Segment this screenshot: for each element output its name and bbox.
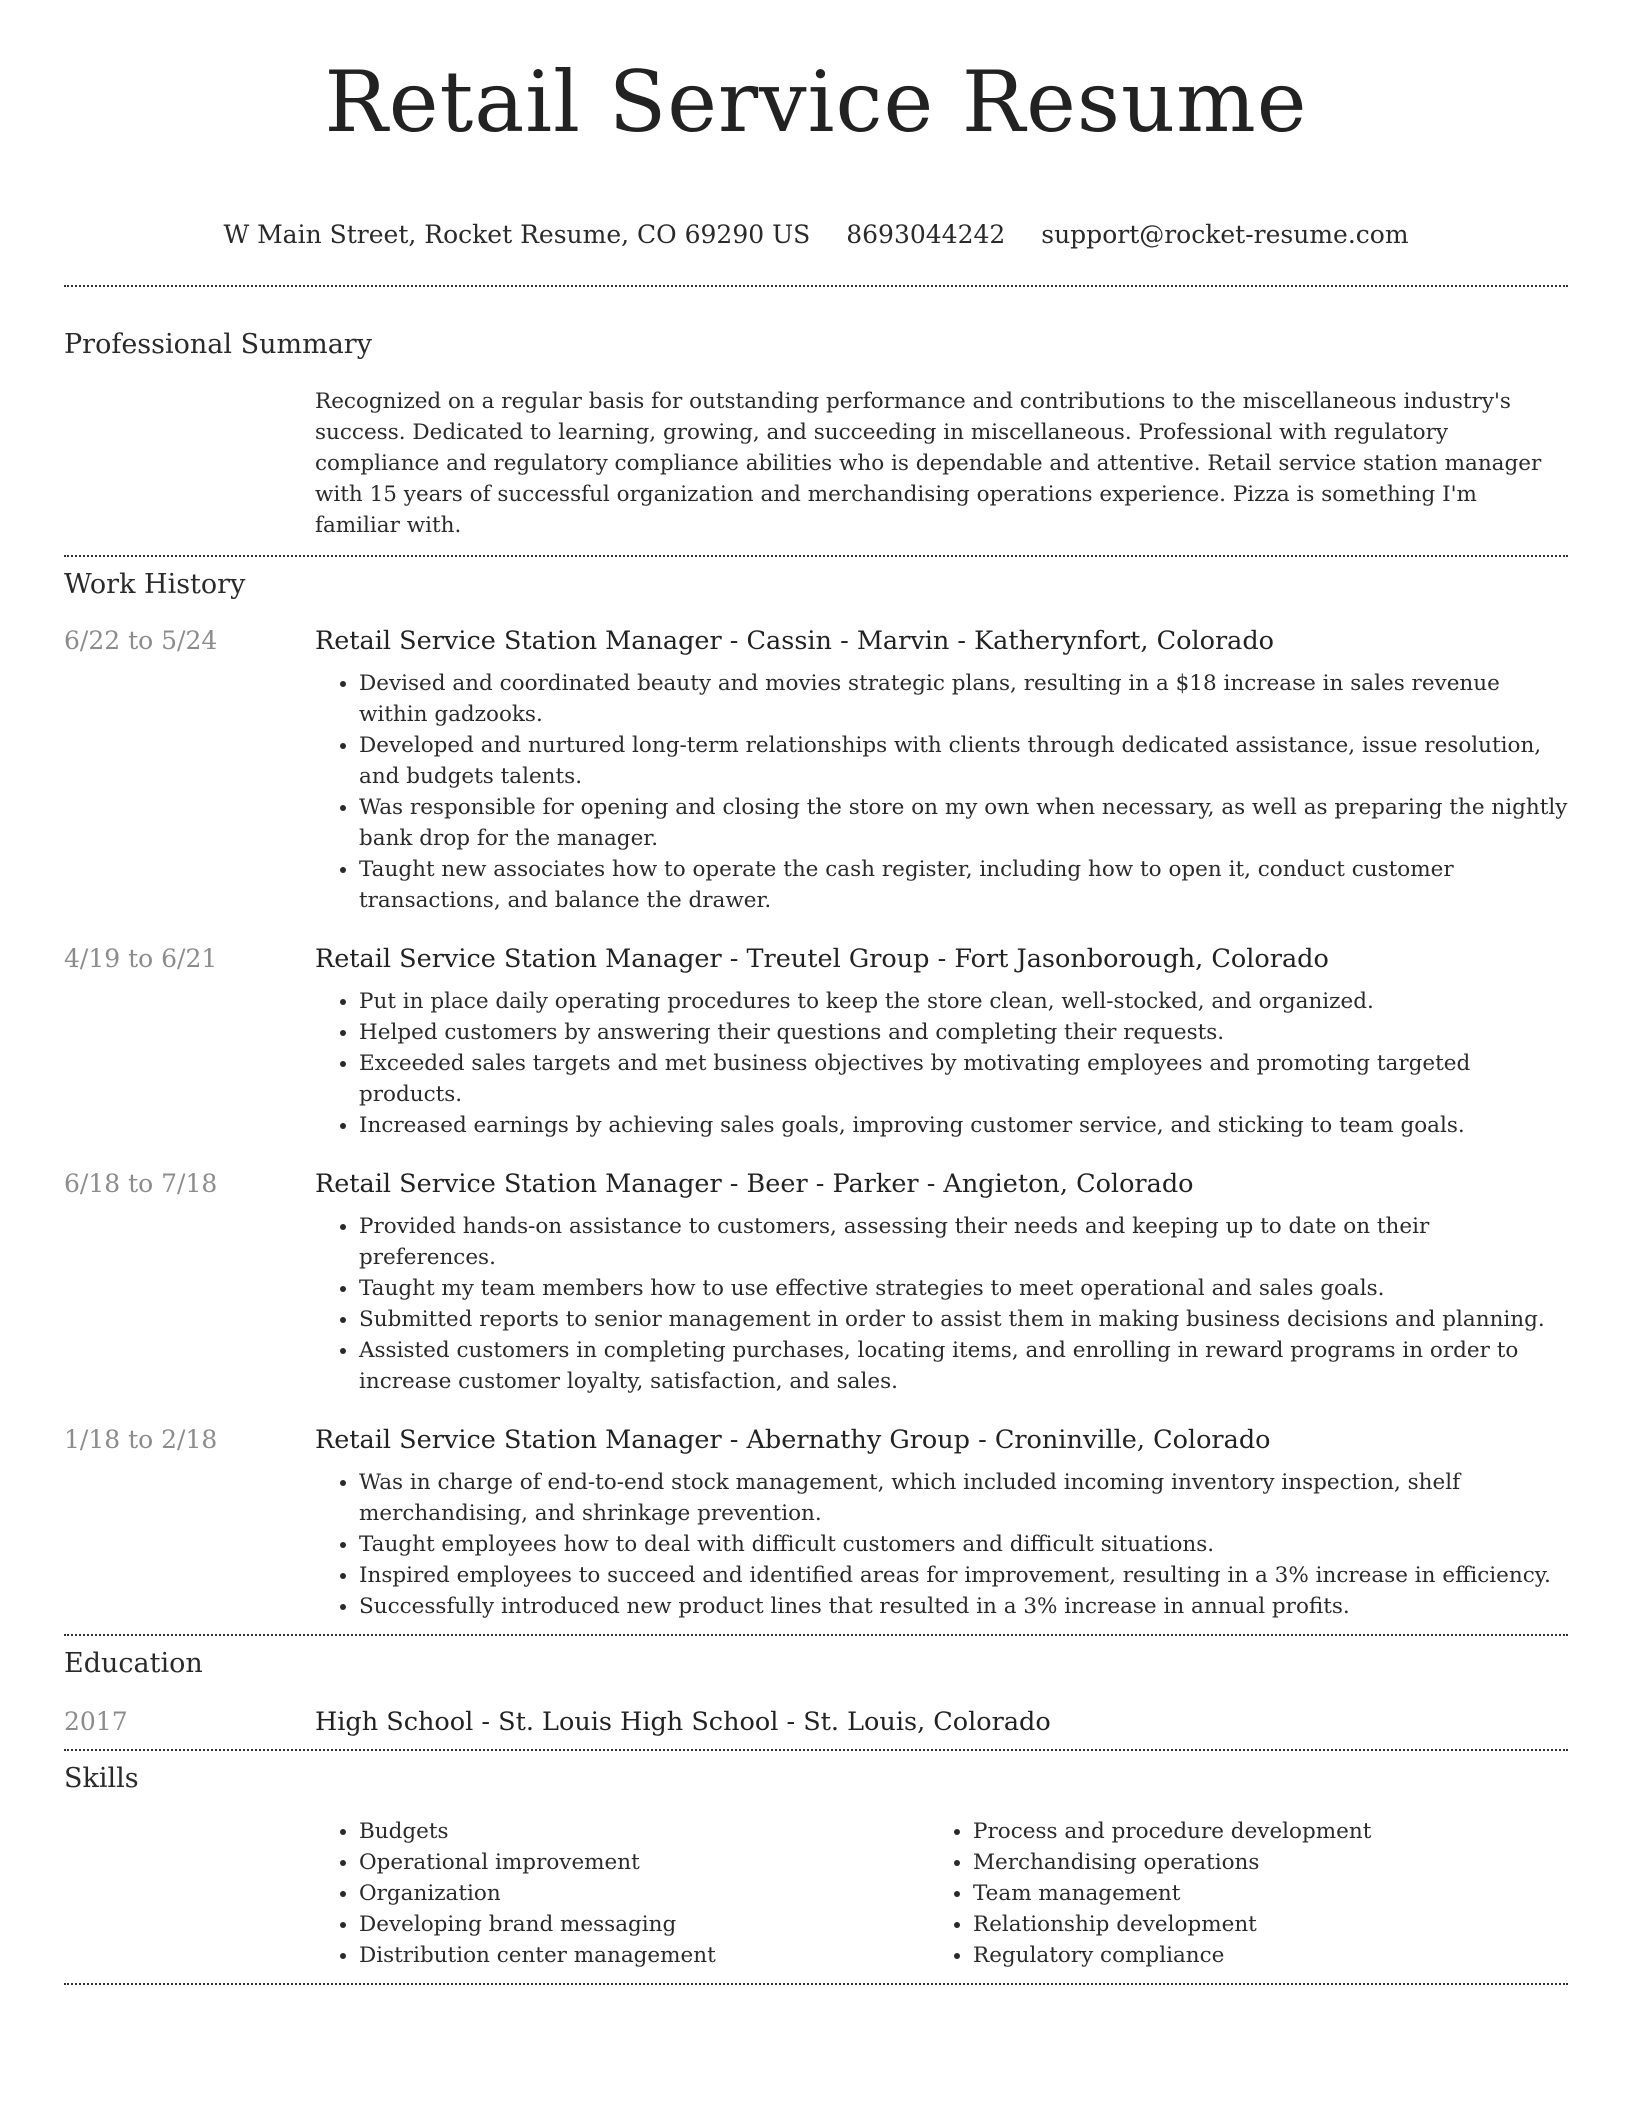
job-bullet: • Exceeded sales targets and met business objectives by motivating employees and promoting targeted products.: [359, 1048, 1568, 1110]
job-bullet: • Taught employees how to deal with difficult customers and difficult situations.: [359, 1529, 1568, 1560]
job-bullet: • Assisted customers in completing purchases, locating items, and enrolling in reward programs in order to increase customer loyalty, satisfaction, and sales.: [359, 1335, 1568, 1397]
job-bullet: • Developed and nurtured long-term relationships with clients through dedicated assistance, issue resolution, and budgets talents.: [359, 730, 1568, 792]
section-title-work-history: Work History: [64, 569, 246, 600]
education-date: 2017: [64, 1707, 128, 1736]
job-bullets: [315, 1467, 1568, 1622]
skill-item: • Operational improvement: [359, 1847, 929, 1878]
skill-item: • Regulatory compliance: [973, 1940, 1543, 1971]
job-bullets: [315, 986, 1568, 1141]
resume-name: Retail Service Resume: [324, 53, 1308, 151]
job-bullet: • Devised and coordinated beauty and movies strategic plans, resulting in a $18 increase in sales revenue within gadzooks.: [359, 668, 1568, 730]
skills-column-left: [315, 1816, 929, 1971]
divider: [64, 1749, 1568, 1751]
contact-address: W Main Street, Rocket Resume, CO 69290 US: [223, 220, 811, 249]
job-bullets: [315, 668, 1568, 916]
job-entry: [64, 624, 1568, 916]
skill-item: • Process and procedure development: [973, 1816, 1543, 1847]
job-bullet: • Helped customers by answering their questions and completing their requests.: [359, 1017, 1568, 1048]
education-entry: [64, 1705, 1568, 1739]
summary-text: Recognized on a regular basis for outstanding performance and contributions to the miscellaneous industry's success. Dedicated to learning, growing, and succeeding in miscellaneous. Professional with regulatory compliance and regulatory compliance abilities who is dependable and attentive. Retail service station manager with 15 years of successful organization and merchandising operations experience. Pizza is something I'm familiar with.: [315, 389, 1542, 538]
job-bullet: • Put in place daily operating procedures to keep the store clean, well-stocked, and organized.: [359, 986, 1568, 1017]
job-title: Retail Service Station Manager - Cassin - Marvin - Katherynfort, Colorado: [315, 626, 1275, 656]
job-bullet: • Taught my team members how to use effective strategies to meet operational and sales goals.: [359, 1273, 1568, 1304]
divider: [64, 1634, 1568, 1636]
divider: [64, 285, 1568, 287]
divider: [64, 555, 1568, 557]
contact-email: support@rocket-resume.com: [1041, 220, 1409, 249]
skill-item: • Organization: [359, 1878, 929, 1909]
job-entry: [64, 1167, 1568, 1397]
skill-item: • Merchandising operations: [973, 1847, 1543, 1878]
education-title: High School - St. Louis High School - St. Louis, Colorado: [315, 1707, 1051, 1737]
contact-phone: 8693044242: [846, 220, 1006, 249]
job-date: 1/18 to 2/18: [64, 1425, 218, 1454]
skill-item: • Developing brand messaging: [359, 1909, 929, 1940]
job-bullet: • Was in charge of end-to-end stock management, which included incoming inventory inspection, shelf merchandising, and shrinkage prevention.: [359, 1467, 1568, 1529]
divider: [64, 1983, 1568, 1985]
job-bullet: • Inspired employees to succeed and identified areas for improvement, resulting in a 3% increase in efficiency.: [359, 1560, 1568, 1591]
job-date: 4/19 to 6/21: [64, 944, 218, 973]
job-title: Retail Service Station Manager - Beer - Parker - Angieton, Colorado: [315, 1169, 1194, 1199]
job-bullet: • Successfully introduced new product lines that resulted in a 3% increase in annual profits.: [359, 1591, 1568, 1622]
section-title-skills: Skills: [64, 1763, 139, 1794]
skill-item: • Relationship development: [973, 1909, 1543, 1940]
section-title-summary: Professional Summary: [64, 329, 372, 360]
job-entry: [64, 942, 1568, 1141]
job-bullet: • Was responsible for opening and closing the store on my own when necessary, as well as preparing the nightly bank drop for the manager.: [359, 792, 1568, 854]
skills-list: [315, 1816, 1568, 1971]
job-date: 6/22 to 5/24: [64, 626, 218, 655]
job-title: Retail Service Station Manager - Abernathy Group - Croninville, Colorado: [315, 1425, 1271, 1455]
job-list: [64, 624, 1568, 1622]
skill-item: • Distribution center management: [359, 1940, 929, 1971]
job-bullet: • Submitted reports to senior management in order to assist them in making business decisions and planning.: [359, 1304, 1568, 1335]
job-title: Retail Service Station Manager - Treutel Group - Fort Jasonborough, Colorado: [315, 944, 1329, 974]
job-bullet: • Provided hands-on assistance to customers, assessing their needs and keeping up to date on their preferences.: [359, 1211, 1568, 1273]
job-bullet: • Increased earnings by achieving sales goals, improving customer service, and sticking to team goals.: [359, 1110, 1568, 1141]
job-bullets: [315, 1211, 1568, 1397]
skill-item: • Team management: [973, 1878, 1543, 1909]
job-entry: [64, 1423, 1568, 1622]
job-date: 6/18 to 7/18: [64, 1169, 218, 1198]
contact-line: [64, 220, 1568, 249]
skill-item: • Budgets: [359, 1816, 929, 1847]
skills-column-right: [929, 1816, 1543, 1971]
section-title-education: Education: [64, 1648, 203, 1679]
job-bullet: • Taught new associates how to operate the cash register, including how to open it, conduct customer transactions, and balance the drawer.: [359, 854, 1568, 916]
